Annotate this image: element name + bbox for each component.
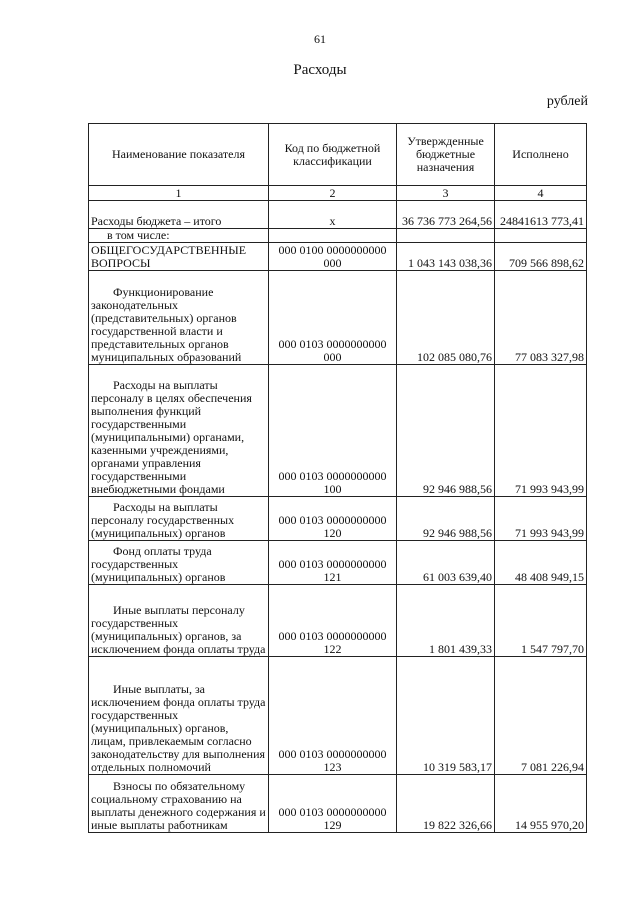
- table-row: [89, 775, 587, 833]
- row-code: 000 0103 0000000000 000: [269, 271, 397, 365]
- row-executed: 77 083 327,98: [495, 271, 587, 365]
- page-number: 61: [314, 32, 326, 46]
- header-approved: Утвержденные бюджетные назначения: [397, 124, 495, 186]
- column-number: 4: [495, 186, 587, 201]
- column-number: 3: [397, 186, 495, 201]
- row-name: ОБЩЕГОСУДАРСТВЕННЫЕ ВОПРОСЫ: [89, 243, 269, 271]
- row-name: в том числе:: [89, 229, 269, 243]
- row-approved: 92 946 988,56: [397, 497, 495, 541]
- page-title: Расходы: [293, 62, 347, 78]
- header-row: [89, 124, 587, 186]
- row-code: 000 0103 0000000000 100: [269, 365, 397, 497]
- row-code: 000 0100 0000000000 000: [269, 243, 397, 271]
- header-name: Наименование показателя: [89, 124, 269, 186]
- row-approved: 36 736 773 264,56: [397, 201, 495, 229]
- row-executed: 14 955 970,20: [495, 775, 587, 833]
- row-code: x: [269, 201, 397, 229]
- row-executed: [495, 229, 587, 243]
- table-row: [89, 271, 587, 365]
- row-name: Фонд оплаты труда государственных (муниципальных) органов: [89, 541, 269, 585]
- table-row: [89, 497, 587, 541]
- table-row: [89, 243, 587, 271]
- row-code: 000 0103 0000000000 121: [269, 541, 397, 585]
- expenses-table: [88, 123, 587, 833]
- units-label: рублей: [546, 94, 588, 109]
- table-row: [89, 541, 587, 585]
- row-name: Иные выплаты персоналу государственных (муниципальных) органов, за исключением фонда оплаты труда: [89, 585, 269, 657]
- row-code: [269, 229, 397, 243]
- header-code: Код по бюджетной классификации: [269, 124, 397, 186]
- column-number: 1: [89, 186, 269, 201]
- row-code: 000 0103 0000000000 122: [269, 585, 397, 657]
- row-approved: 1 043 143 038,36: [397, 243, 495, 271]
- row-executed: 709 566 898,62: [495, 243, 587, 271]
- row-code: 000 0103 0000000000 129: [269, 775, 397, 833]
- row-approved: 1 801 439,33: [397, 585, 495, 657]
- row-code: 000 0103 0000000000 123: [269, 657, 397, 775]
- row-executed: 7 081 226,94: [495, 657, 587, 775]
- row-approved: 19 822 326,66: [397, 775, 495, 833]
- row-name: Расходы бюджета – итого: [89, 201, 269, 229]
- row-executed: 24841613 773,41: [495, 201, 587, 229]
- table-row: [89, 365, 587, 497]
- row-code: 000 0103 0000000000 120: [269, 497, 397, 541]
- column-number: 2: [269, 186, 397, 201]
- row-name: Расходы на выплаты персоналу в целях обеспечения выполнения функций государственными (муниципальными) органами, казенными учреждениями, органами управления государственными внебюджетными фондами: [89, 365, 269, 497]
- row-name: Расходы на выплаты персоналу государственных (муниципальных) органов: [89, 497, 269, 541]
- row-approved: 102 085 080,76: [397, 271, 495, 365]
- column-numbers-row: [89, 186, 587, 201]
- row-name: Иные выплаты, за исключением фонда оплаты труда государственных (муниципальных) органов, лицам, привлекаемым согласно законодательству для выполнения отдельных полномочий: [89, 657, 269, 775]
- header-executed: Исполнено: [495, 124, 587, 186]
- table-row: [89, 585, 587, 657]
- table-row: [89, 229, 587, 243]
- table-row: [89, 201, 587, 229]
- table-row: [89, 657, 587, 775]
- row-name: Взносы по обязательному социальному страхованию на выплаты денежного содержания и иные выплаты работникам: [89, 775, 269, 833]
- row-approved: 92 946 988,56: [397, 365, 495, 497]
- row-executed: 71 993 943,99: [495, 497, 587, 541]
- row-approved: 10 319 583,17: [397, 657, 495, 775]
- row-approved: 61 003 639,40: [397, 541, 495, 585]
- row-executed: 1 547 797,70: [495, 585, 587, 657]
- row-approved: [397, 229, 495, 243]
- row-executed: 48 408 949,15: [495, 541, 587, 585]
- row-name: Функционирование законодательных (представительных) органов государственной власти и представительных органов муниципальных образований: [89, 271, 269, 365]
- row-executed: 71 993 943,99: [495, 365, 587, 497]
